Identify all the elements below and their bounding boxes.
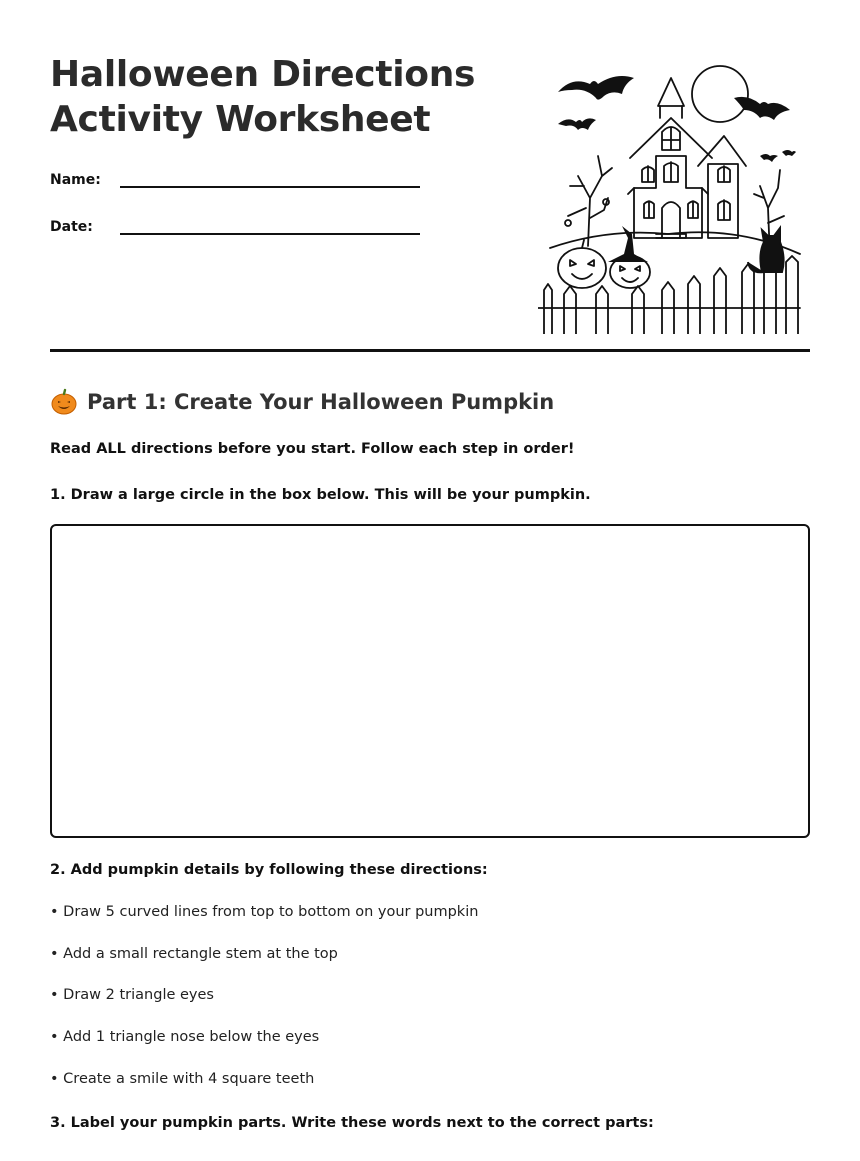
list-item: • Draw 2 triangle eyes <box>50 985 478 1027</box>
worksheet-title <box>50 52 475 142</box>
bat-icon-4 <box>760 154 778 162</box>
title-line-1: Halloween Directions <box>50 54 476 95</box>
part1-intro: Read ALL directions before you start. Follow each step in order! <box>50 441 575 457</box>
bat-icon-2 <box>734 97 790 120</box>
list-item: • Add a small rectangle stem at the top <box>50 944 478 986</box>
step2-list <box>50 902 478 1110</box>
black-cat-icon <box>748 228 784 272</box>
header-divider <box>50 349 810 352</box>
pumpkin-left-icon <box>558 248 606 288</box>
name-label: Name: <box>50 172 101 188</box>
date-blank-line[interactable] <box>120 213 420 235</box>
part1-heading <box>50 388 554 416</box>
part1-title: Part 1: Create Your Halloween Pumpkin <box>87 390 555 414</box>
pumpkin-drawing-box[interactable] <box>50 524 810 838</box>
title-line-2: Activity Worksheet <box>50 99 431 140</box>
bat-icon-3 <box>558 118 596 130</box>
bat-icon <box>558 76 634 100</box>
date-label: Date: <box>50 219 93 235</box>
date-field[interactable] <box>50 213 420 235</box>
jack-o-lantern-icon <box>50 388 78 416</box>
step3-instruction: 3. Label your pumpkin parts. Write these words next to the correct parts: <box>50 1115 654 1131</box>
name-blank-line[interactable] <box>120 166 420 188</box>
list-item: • Add 1 triangle nose below the eyes <box>50 1027 478 1069</box>
bat-icon-5 <box>782 150 796 156</box>
list-item: • Create a smile with 4 square teeth <box>50 1069 478 1111</box>
step1-instruction: 1. Draw a large circle in the box below. This will be your pumpkin. <box>50 487 591 503</box>
haunted-house-illustration <box>538 58 810 334</box>
list-item: • Draw 5 curved lines from top to bottom on your pumpkin <box>50 902 478 944</box>
witch-hat-icon <box>608 226 648 262</box>
moon-icon <box>692 66 748 122</box>
step2-instruction: 2. Add pumpkin details by following these directions: <box>50 862 488 878</box>
name-field[interactable] <box>50 166 420 188</box>
